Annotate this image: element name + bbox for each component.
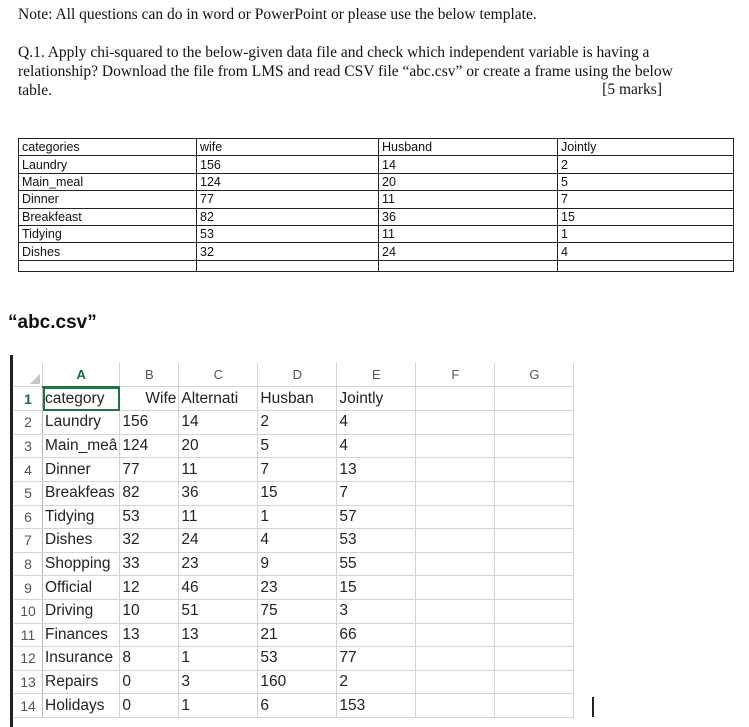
row-header[interactable]: 3 <box>14 434 43 458</box>
sheet-cell[interactable] <box>416 481 495 505</box>
sheet-cell[interactable]: 77 <box>120 458 179 482</box>
sheet-cell[interactable]: 9 <box>258 552 337 576</box>
table-row <box>19 191 734 208</box>
table-cell: 82 <box>197 208 379 225</box>
sheet-cell[interactable]: 3 <box>337 599 416 623</box>
table-cell <box>558 260 734 271</box>
sheet-cell[interactable]: 14 <box>179 411 258 435</box>
sheet-cell[interactable]: 0 <box>120 670 179 694</box>
sheet-cell[interactable]: 10 <box>120 599 179 623</box>
sheet-cell[interactable]: Breakfeas <box>43 481 120 505</box>
sheet-cell[interactable]: 5 <box>258 434 337 458</box>
sheet-cell[interactable] <box>416 505 495 529</box>
table-cell: 1 <box>558 225 734 242</box>
sheet-cell[interactable]: 2 <box>337 670 416 694</box>
column-header[interactable]: C <box>179 363 258 387</box>
sheet-row <box>14 411 574 435</box>
table-row <box>19 208 734 225</box>
sheet-cell[interactable] <box>495 387 574 411</box>
table-cell: 36 <box>379 208 558 225</box>
sheet-cell[interactable]: 36 <box>179 481 258 505</box>
sheet-cell[interactable]: 32 <box>120 529 179 553</box>
table-cell: 53 <box>197 225 379 242</box>
sheet-cell[interactable]: 20 <box>179 434 258 458</box>
sheet-cell[interactable]: Shopping <box>43 552 120 576</box>
sheet-cell[interactable]: Holidays <box>43 694 120 718</box>
sheet-cell[interactable] <box>416 623 495 647</box>
sheet-cell[interactable] <box>495 411 574 435</box>
sheet-cell[interactable]: Alternati <box>179 387 258 411</box>
table-cell: 5 <box>558 173 734 190</box>
sheet-cell[interactable] <box>416 576 495 600</box>
sheet-cell[interactable]: 1 <box>258 505 337 529</box>
sheet-cell[interactable]: Husban <box>258 387 337 411</box>
sheet-cell[interactable]: 15 <box>258 481 337 505</box>
column-header-row <box>14 363 574 387</box>
sheet-cell[interactable]: 1 <box>179 694 258 718</box>
sheet-cell[interactable] <box>416 694 495 718</box>
table-cell: 24 <box>379 243 558 260</box>
table-cell: Main_meal <box>19 173 197 190</box>
sheet-row <box>14 505 574 529</box>
row-header[interactable]: 1 <box>14 387 43 411</box>
sheet-cell[interactable] <box>416 552 495 576</box>
sheet-row <box>14 481 574 505</box>
sheet-cell[interactable]: Wife <box>120 387 179 411</box>
sheet-cell[interactable] <box>495 694 574 718</box>
sheet-cell[interactable]: 6 <box>258 694 337 718</box>
sheet-cell[interactable]: 7 <box>258 458 337 482</box>
question-line: Q.1. Apply chi-squared to the below-given data file and check which independent variable is having a <box>18 44 650 61</box>
question-line: table. <box>18 82 52 99</box>
column-header[interactable]: E <box>337 363 416 387</box>
sheet-cell[interactable] <box>416 411 495 435</box>
sheet-cell[interactable]: 4 <box>337 411 416 435</box>
row-header[interactable]: 12 <box>14 647 43 671</box>
sheet-cell[interactable]: 23 <box>179 552 258 576</box>
sheet-cell[interactable]: 13 <box>337 458 416 482</box>
spreadsheet <box>14 363 592 727</box>
sheet-cell[interactable]: Laundry <box>43 411 120 435</box>
table-cell: Dinner <box>19 191 197 208</box>
sheet-cell[interactable] <box>495 458 574 482</box>
sheet-cell[interactable]: 46 <box>179 576 258 600</box>
sheet-cell[interactable]: 53 <box>120 505 179 529</box>
divider <box>592 697 594 717</box>
sheet-cell[interactable]: 15 <box>337 576 416 600</box>
table-row <box>19 225 734 242</box>
table-cell: Laundry <box>19 156 197 173</box>
sheet-cell[interactable]: category <box>43 387 120 411</box>
sheet-cell[interactable]: 24 <box>179 529 258 553</box>
sheet-cell[interactable]: 13 <box>179 623 258 647</box>
row-header[interactable]: 10 <box>14 599 43 623</box>
sheet-cell[interactable] <box>495 623 574 647</box>
sheet-cell[interactable]: 1 <box>179 647 258 671</box>
table-cell: Breakfeast <box>19 208 197 225</box>
sheet-row <box>14 458 574 482</box>
sheet-cell[interactable]: 160 <box>258 670 337 694</box>
table-cell: 4 <box>558 243 734 260</box>
sheet-cell[interactable] <box>495 647 574 671</box>
sheet-cell[interactable]: 75 <box>258 599 337 623</box>
table-row <box>19 173 734 190</box>
table-cell: 77 <box>197 191 379 208</box>
sheet-cell[interactable]: Driving <box>43 599 120 623</box>
sheet-cell[interactable] <box>495 505 574 529</box>
sheet-cell[interactable] <box>495 599 574 623</box>
column-header[interactable]: D <box>258 363 337 387</box>
row-header[interactable]: 11 <box>14 623 43 647</box>
sheet-cell[interactable]: 153 <box>337 694 416 718</box>
sheet-row <box>14 576 574 600</box>
sheet-cell[interactable] <box>416 647 495 671</box>
table-cell: 11 <box>379 225 558 242</box>
sheet-cell[interactable]: 23 <box>258 576 337 600</box>
sheet-cell[interactable]: 2 <box>258 411 337 435</box>
sheet-cell[interactable]: 53 <box>258 647 337 671</box>
sheet-cell[interactable] <box>495 434 574 458</box>
table-cell: 32 <box>197 243 379 260</box>
sheet-row <box>14 529 574 553</box>
sheet-cell[interactable]: 77 <box>337 647 416 671</box>
table-cell: 124 <box>197 173 379 190</box>
sheet-cell[interactable] <box>416 387 495 411</box>
table-row <box>19 156 734 173</box>
table-header-cell: categories <box>19 139 197 156</box>
sheet-cell[interactable] <box>495 552 574 576</box>
csv-title: “abc.csv” <box>8 312 97 333</box>
note-text: Note: All questions can do in word or PowerPoint or please use the below template. <box>18 6 537 23</box>
row-header[interactable]: 14 <box>14 694 43 718</box>
sheet-cell[interactable]: 57 <box>337 505 416 529</box>
select-all-icon <box>30 374 40 384</box>
column-header[interactable]: A <box>43 363 120 387</box>
table-cell: Dishes <box>19 243 197 260</box>
sheet-row <box>14 599 574 623</box>
table-cell: 156 <box>197 156 379 173</box>
row-header[interactable]: 8 <box>14 552 43 576</box>
sheet-cell[interactable]: 156 <box>120 411 179 435</box>
column-header[interactable]: G <box>495 363 574 387</box>
sheet-cell[interactable]: Main_meâ <box>43 434 120 458</box>
sheet-row <box>14 670 574 694</box>
row-header[interactable]: 9 <box>14 576 43 600</box>
row-header[interactable]: 13 <box>14 670 43 694</box>
table-cell <box>197 260 379 271</box>
table-cell: 2 <box>558 156 734 173</box>
sheet-cell[interactable]: Dinner <box>43 458 120 482</box>
sheet-cell[interactable]: 4 <box>337 434 416 458</box>
row-header[interactable]: 5 <box>14 481 43 505</box>
spreadsheet-body <box>14 387 574 718</box>
sheet-cell[interactable]: 8 <box>120 647 179 671</box>
sheet-cell[interactable]: Jointly <box>337 387 416 411</box>
sheet-cell[interactable]: 4 <box>258 529 337 553</box>
sheet-cell[interactable]: Dishes <box>43 529 120 553</box>
sheet-cell[interactable]: 11 <box>179 505 258 529</box>
sheet-cell[interactable]: Repairs <box>43 670 120 694</box>
sheet-cell[interactable]: Insurance <box>43 647 120 671</box>
column-header[interactable]: B <box>120 363 179 387</box>
sheet-cell[interactable] <box>495 576 574 600</box>
spreadsheet-grid <box>14 363 574 718</box>
sheet-cell[interactable]: Finances <box>43 623 120 647</box>
sheet-row <box>14 647 574 671</box>
table-cell: Tidying <box>19 225 197 242</box>
sheet-row <box>14 434 574 458</box>
column-header[interactable]: F <box>416 363 495 387</box>
sheet-cell[interactable]: 13 <box>120 623 179 647</box>
sheet-cell[interactable]: 66 <box>337 623 416 647</box>
sheet-cell[interactable]: Official <box>43 576 120 600</box>
sheet-cell[interactable]: 124 <box>120 434 179 458</box>
row-header[interactable]: 4 <box>14 458 43 482</box>
marks-label: [5 marks] <box>602 81 662 98</box>
table-cell <box>19 260 197 271</box>
sheet-cell[interactable]: 21 <box>258 623 337 647</box>
sheet-cell[interactable]: 12 <box>120 576 179 600</box>
sheet-cell[interactable] <box>416 529 495 553</box>
table-cell: 15 <box>558 208 734 225</box>
sheet-cell[interactable]: 0 <box>120 694 179 718</box>
sheet-row <box>14 694 574 718</box>
sheet-cell[interactable] <box>416 434 495 458</box>
divider <box>10 355 13 727</box>
sheet-cell[interactable] <box>495 481 574 505</box>
data-table <box>18 138 734 272</box>
sheet-cell[interactable] <box>416 599 495 623</box>
sheet-cell[interactable]: 7 <box>337 481 416 505</box>
sheet-cell[interactable] <box>495 670 574 694</box>
sheet-cell[interactable]: 53 <box>337 529 416 553</box>
table-cell <box>379 260 558 271</box>
sheet-row <box>14 387 574 411</box>
row-header[interactable]: 7 <box>14 529 43 553</box>
row-header[interactable]: 2 <box>14 411 43 435</box>
table-header-row <box>19 139 734 156</box>
table-row <box>19 243 734 260</box>
sheet-cell[interactable]: 51 <box>179 599 258 623</box>
table-header-cell: Husband <box>379 139 558 156</box>
table-cell: 7 <box>558 191 734 208</box>
sheet-cell[interactable] <box>416 670 495 694</box>
table-header-cell: wife <box>197 139 379 156</box>
table-cell: 14 <box>379 156 558 173</box>
table-row <box>19 260 734 271</box>
question-line: relationship? Download the file from LMS and read CSV file “abc.csv” or create a frame using the below <box>18 63 673 80</box>
sheet-cell[interactable] <box>495 529 574 553</box>
sheet-cell[interactable]: 82 <box>120 481 179 505</box>
table-cell: 11 <box>379 191 558 208</box>
sheet-row <box>14 552 574 576</box>
select-all-corner[interactable] <box>14 363 43 387</box>
sheet-cell[interactable]: Tidying <box>43 505 120 529</box>
table-cell: 20 <box>379 173 558 190</box>
sheet-cell[interactable]: 11 <box>179 458 258 482</box>
row-header[interactable]: 6 <box>14 505 43 529</box>
sheet-cell[interactable]: 3 <box>179 670 258 694</box>
sheet-cell[interactable]: 55 <box>337 552 416 576</box>
table-header-cell: Jointly <box>558 139 734 156</box>
sheet-cell[interactable]: 33 <box>120 552 179 576</box>
sheet-cell[interactable] <box>416 458 495 482</box>
sheet-row <box>14 623 574 647</box>
